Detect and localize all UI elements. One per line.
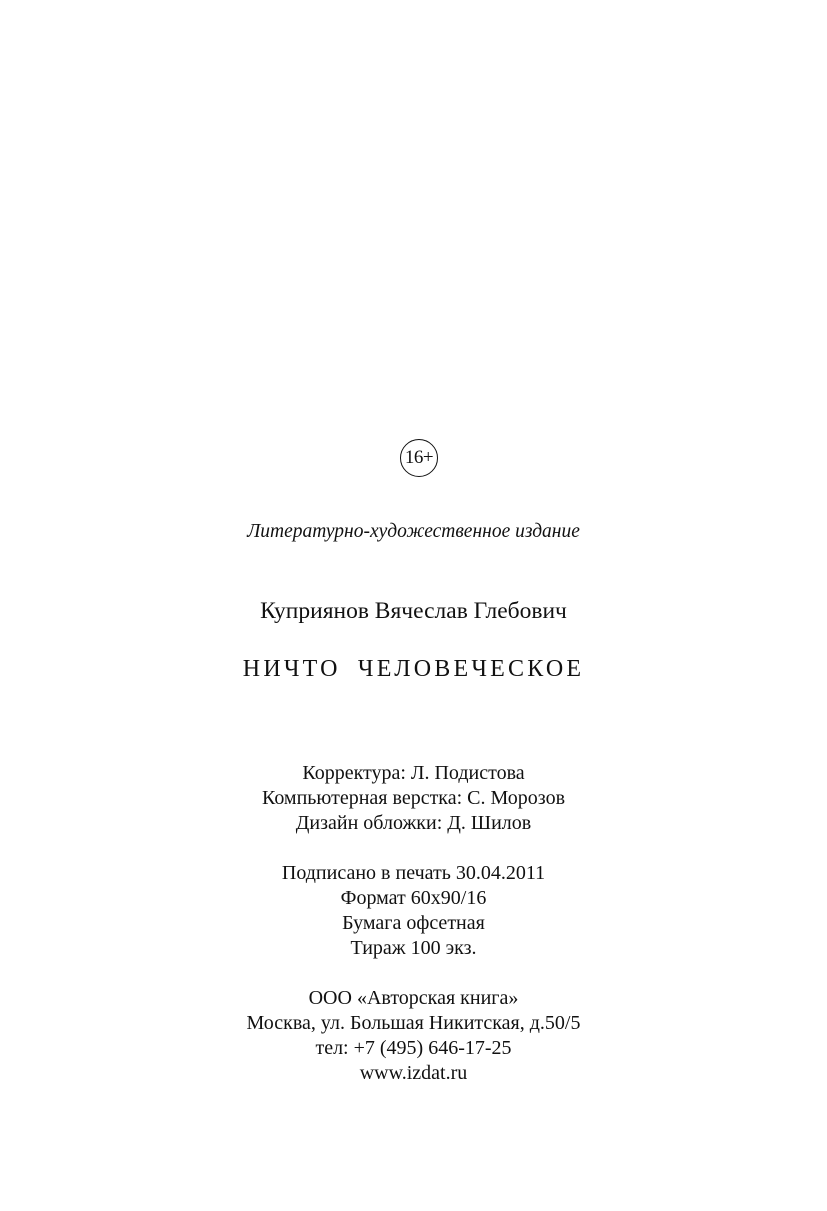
book-title: НИЧТО ЧЕЛОВЕЧЕСКОЕ — [242, 656, 585, 682]
publisher-block — [0, 986, 827, 1086]
publisher-name: ООО «Авторская книга» — [308, 987, 519, 1009]
print-signed-date: Подписано в печать 30.04.2011 — [281, 862, 546, 884]
credit-proofreading: Корректура: Л. Подистова — [302, 762, 525, 784]
genre-label: Литературно-художественное издание — [247, 521, 580, 542]
publisher-phone: тел: +7 (495) 646-17-25 — [315, 1037, 512, 1059]
print-run: Тираж 100 экз. — [350, 937, 477, 959]
publisher-website: www.izdat.ru — [359, 1062, 468, 1084]
printing-info-block — [0, 861, 827, 961]
age-rating-badge: 16+ — [400, 439, 438, 477]
print-format: Формат 60х90/16 — [340, 887, 487, 909]
credit-cover-design: Дизайн обложки: Д. Шилов — [295, 812, 532, 834]
credits-block — [0, 761, 827, 836]
credit-layout: Компьютерная верстка: С. Морозов — [261, 787, 566, 809]
publisher-address: Москва, ул. Большая Никитская, д.50/5 — [246, 1012, 581, 1034]
print-paper: Бумага офсетная — [342, 912, 485, 934]
author-name: Куприянов Вячеслав Глебович — [260, 598, 567, 624]
